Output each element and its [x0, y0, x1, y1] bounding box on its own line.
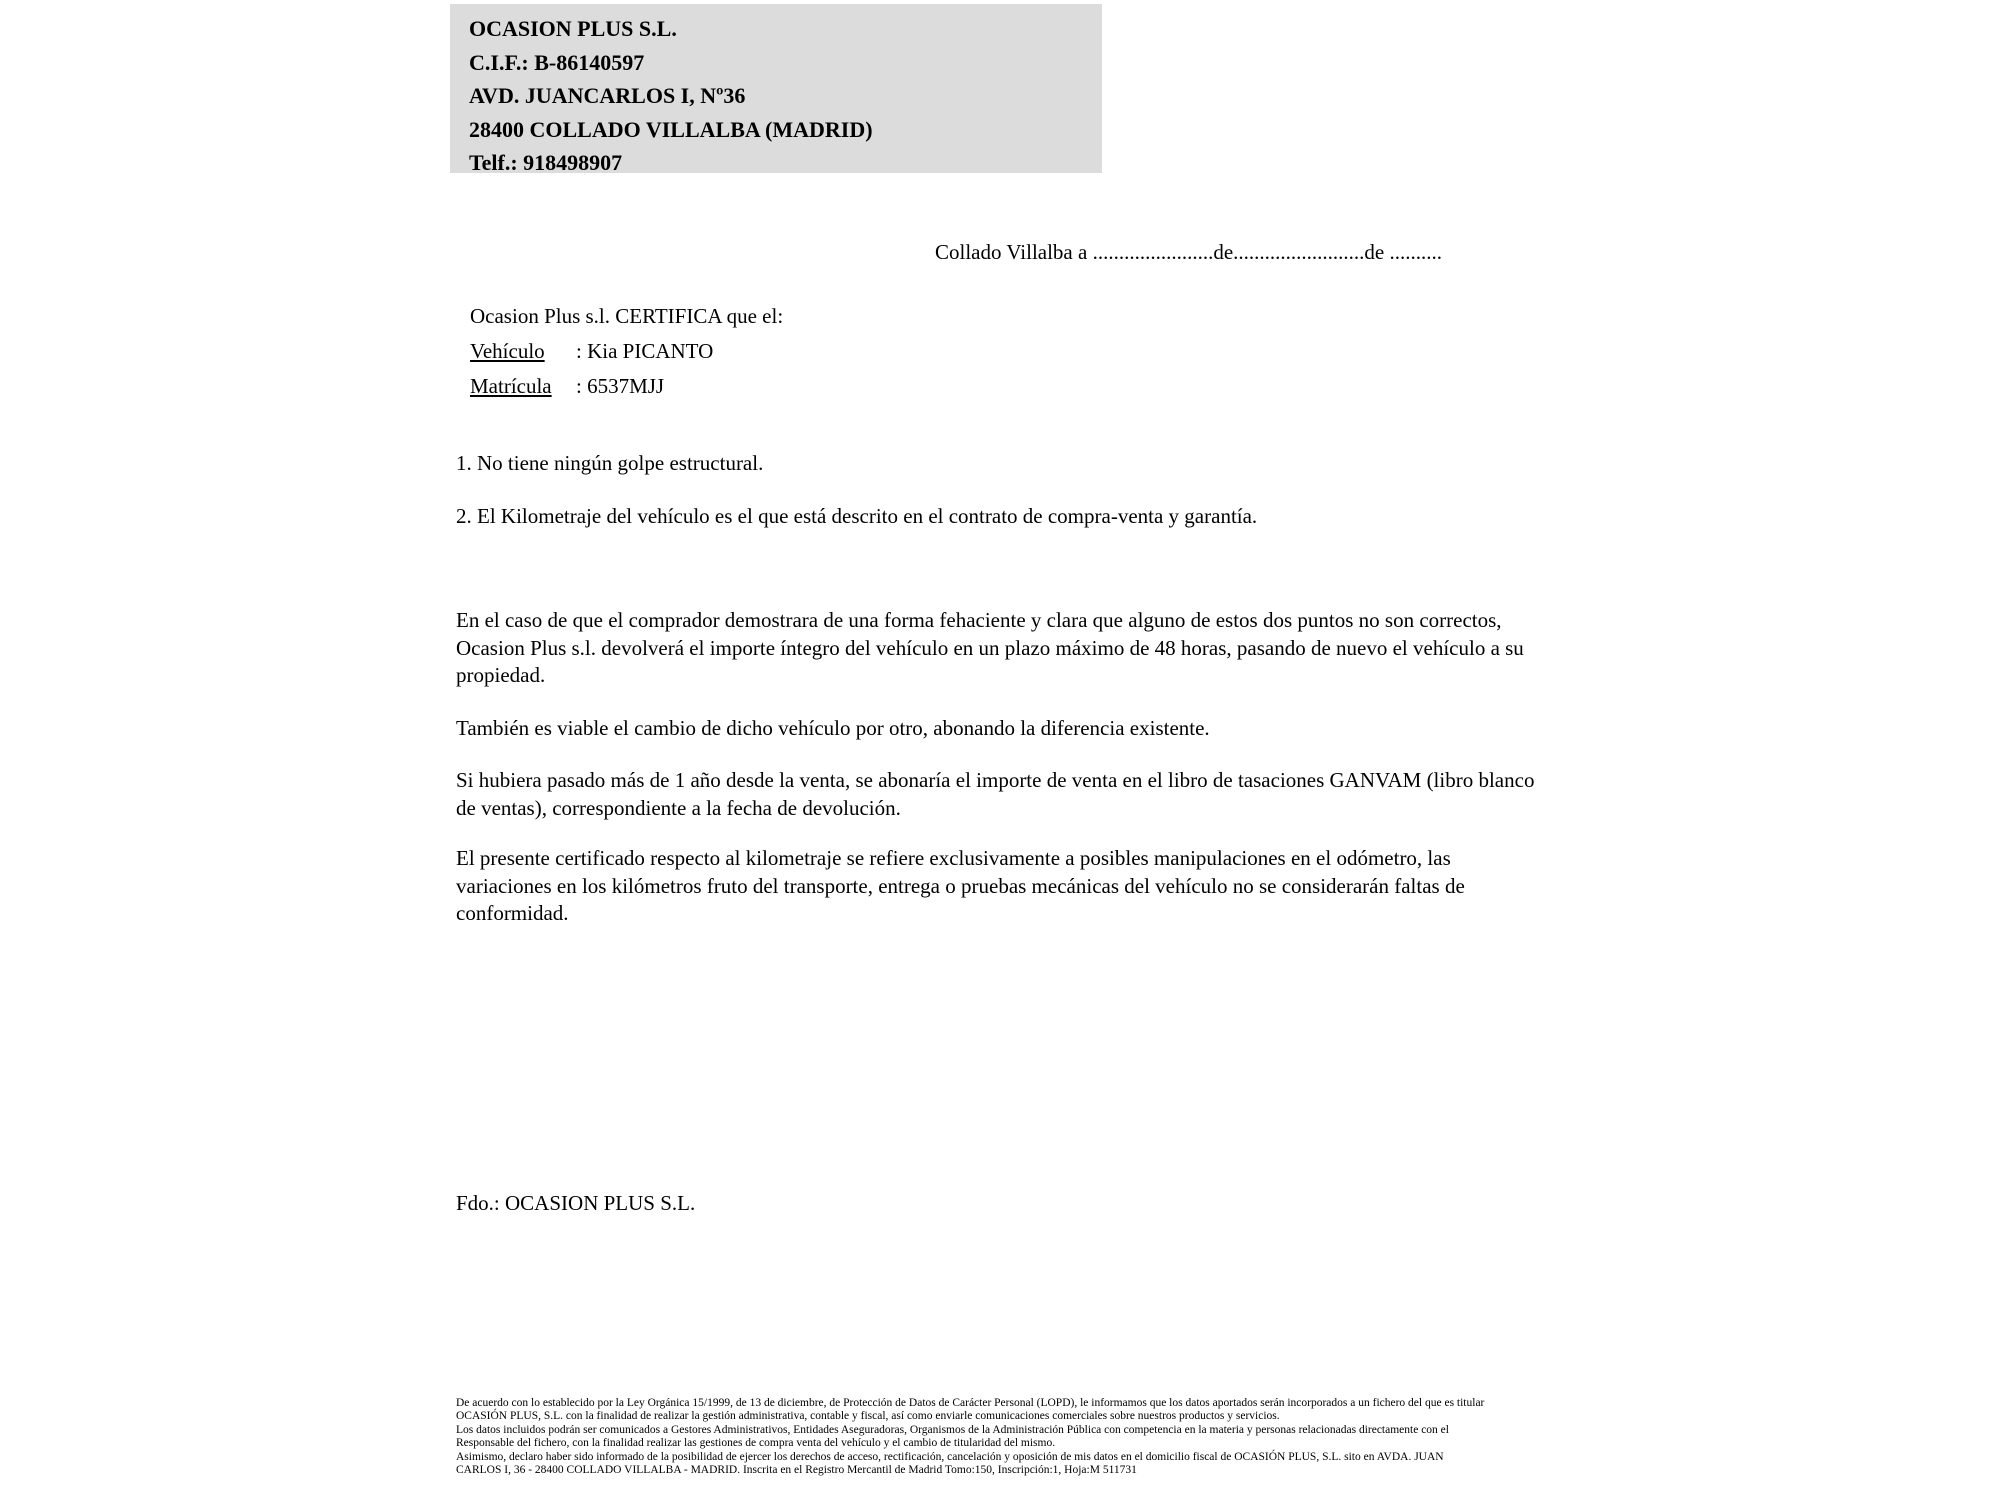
paragraph-ganvam-valuation: Si hubiera pasado más de 1 año desde la venta, se abonaría el importe de venta en el libro de tasaciones GANVAM (libro blanco de ventas), correspondiente a la fecha de devolución.	[456, 768, 1535, 820]
company-city: 28400 COLLADO VILLALBA (MADRID)	[469, 116, 873, 142]
legal-notice	[456, 1397, 1484, 1477]
vehicle-label-cell	[470, 334, 576, 369]
legal-line: Los datos incluidos podrán ser comunicados a Gestores Administrativos, Entidades Aseguradoras, Organismos de la Administración Pública con competencia en la materia y personas relacionadas directamente con el	[456, 1423, 1449, 1436]
certified-point-1: 1. No tiene ningún golpe estructural.	[456, 451, 764, 475]
paragraph-refund-terms: En el caso de que el comprador demostrara de una forma fehaciente y clara que alguno de estos dos puntos no son correctos, Ocasion Plus s.l. devolverá el importe íntegro del vehículo en un plazo máximo de 48 horas, pasando de nuevo el vehículo a su propiedad.	[456, 608, 1524, 687]
vehicle-label: Vehículo	[470, 339, 545, 363]
vehicle-row	[470, 334, 783, 369]
company-phone: Telf.: 918498907	[469, 150, 623, 175]
certificate-block	[470, 299, 783, 404]
certified-point-2: 2. El Kilometraje del vehículo es el que está descrito en el contrato de compra-venta y garantía.	[456, 504, 1258, 528]
vehicle-value: : Kia PICANTO	[576, 339, 714, 363]
plate-row	[470, 369, 783, 404]
company-name: OCASION PLUS S.L.	[469, 16, 677, 41]
paragraph-exchange-option: También es viable el cambio de dicho vehículo por otro, abonando la diferencia existente.	[456, 716, 1210, 740]
company-address: AVD. JUANCARLOS I, Nº36	[469, 83, 746, 108]
plate-value: : 6537MJJ	[576, 374, 665, 398]
legal-line: Asimismo, declaro haber sido informado de la posibilidad de ejercer los derechos de acceso, rectificación, cancelación y oposición de mis datos en el domicilio fiscal de OCASIÓN PLUS, S.L. sito en AVDA. JUAN	[456, 1450, 1444, 1463]
plate-label: Matrícula	[470, 374, 552, 398]
plate-label-cell	[470, 369, 576, 404]
date-line: Collado Villalba a .......................de.........................de ..........	[935, 240, 1442, 264]
paragraph-odometer-scope: El presente certificado respecto al kilometraje se refiere exclusivamente a posibles manipulaciones en el odómetro, las variaciones en los kilómetros fruto del transporte, entrega o pruebas mecánicas del vehículo no se considerarán faltas de conformidad.	[456, 846, 1465, 925]
signature-line: Fdo.: OCASION PLUS S.L.	[456, 1191, 696, 1215]
legal-line: OCASIÓN PLUS, S.L. con la finalidad de realizar la gestión administrativa, contable y fiscal, así como enviarle comunicaciones comerciales sobre nuestros productos y servicios.	[456, 1410, 1280, 1423]
legal-line: CARLOS I, 36 - 28400 COLLADO VILLALBA - MADRID. Inscrita en el Registro Mercantil de Madrid Tomo:150, Inscripción:1, Hoja:M 511731	[456, 1464, 1137, 1477]
legal-line: De acuerdo con lo establecido por la Ley Orgánica 15/1999, de 13 de diciembre, de Protección de Datos de Carácter Personal (LOPD), le informamos que los datos aportados serán incorporados a un fichero del que es titular	[456, 1397, 1485, 1409]
legal-line: Responsable del fichero, con la finalidad realizar las gestiones de compra venta del vehículo y el cambio de titularidad del mismo.	[456, 1437, 1056, 1450]
company-cif: C.I.F.: B-86140597	[469, 49, 645, 75]
company-header-box	[450, 4, 1102, 173]
certify-intro: Ocasion Plus s.l. CERTIFICA que el:	[470, 304, 784, 328]
